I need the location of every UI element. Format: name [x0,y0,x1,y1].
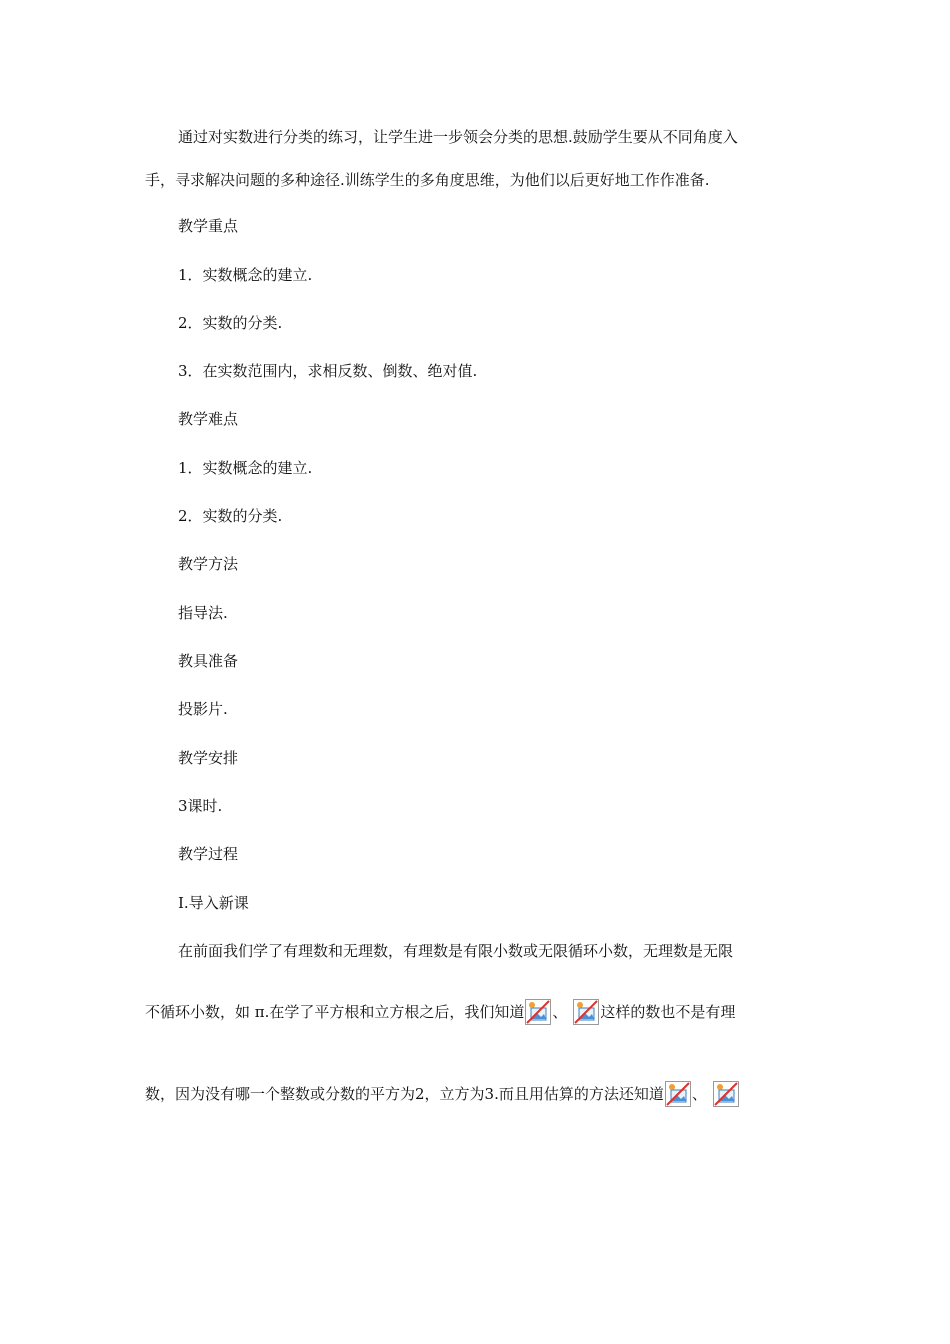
key-points-heading: 教学重点 [178,217,239,235]
method-text: 指导法. [178,604,228,622]
body-line-3-text-a: 数，因为没有哪一个整数或分数的平方为2，立方为3.而且用估算的方法还知道 [145,1085,664,1103]
body-line-1: 在前面我们学了有理数和无理数，有理数是有限小数或无限循环小数，无理数是无限 [178,942,734,960]
body-line-2-separator: 、 [552,1003,568,1021]
method-heading: 教学方法 [178,555,239,573]
key-point-2: 2．实数的分类. [178,314,283,332]
difficulty-2: 2．实数的分类. [178,507,283,525]
body-line-2 [145,999,735,1025]
intro-paragraph-line-1: 通过对实数进行分类的练习，让学生进一步领会分类的思想.鼓励学生要从不同角度入 [178,128,738,146]
broken-image-icon [525,999,551,1025]
broken-image-icon [713,1081,739,1107]
difficulties-heading: 教学难点 [178,410,239,428]
schedule-text: 3课时. [178,797,223,815]
schedule-heading: 教学安排 [178,749,239,767]
intro-lesson-heading: Ⅰ.导入新课 [178,894,249,912]
intro-paragraph-line-2: 手，寻求解决问题的多种途径.训练学生的多角度思维，为他们以后更好地工作作准备. [145,171,710,189]
difficulty-1: 1．实数概念的建立. [178,459,313,477]
body-line-3-separator: 、 [691,1085,707,1103]
process-heading: 教学过程 [178,845,239,863]
body-line-2-text-b: 这样的数也不是有理 [600,1003,736,1021]
broken-image-icon [665,1081,691,1107]
tools-text: 投影片. [178,700,228,718]
broken-image-icon [573,999,599,1025]
tools-heading: 教具准备 [178,652,239,670]
body-line-2-text-a: 不循环小数，如 π.在学了平方根和立方根之后，我们知道 [145,1003,525,1021]
key-point-3: 3．在实数范围内，求相反数、倒数、绝对值. [178,362,478,380]
body-line-3 [145,1081,740,1107]
key-point-1: 1．实数概念的建立. [178,266,313,284]
